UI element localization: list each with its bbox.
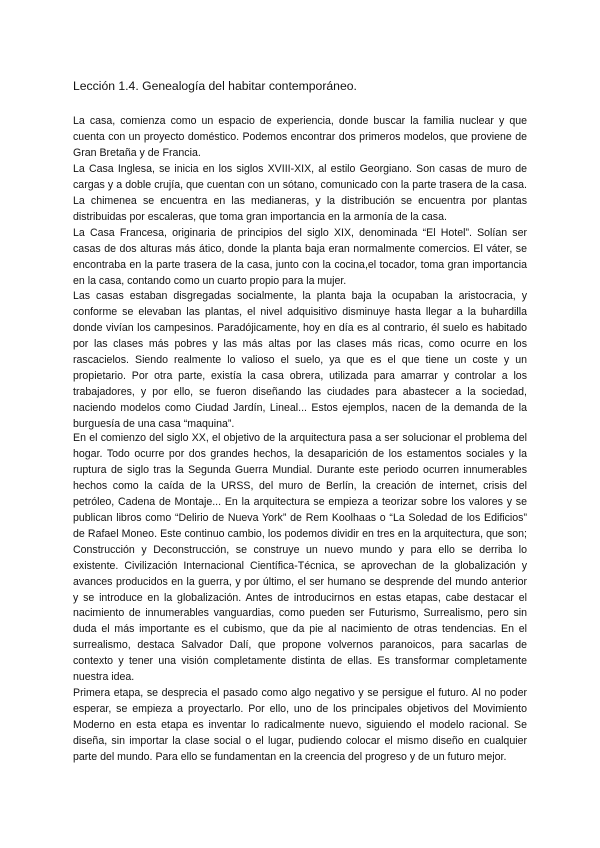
paragraph-first-stage: Primera etapa, se desprecia el pasado como algo negativo y se persigue el futuro. Al no poder esperar, se empieza a proyectarlo. Por ello, uno de los principales objetivos del Movimiento Moderno en esta etapa es inventar lo radicalmente nuevo, siguiendo el modelo racional. Se diseña, sin importar la clase social o el lugar, pudiendo colocar el mismo diseño en cualquier parte del mundo. Para ello se fundamentan en la creencia del progreso y de un futuro mejor.	[73, 687, 527, 764]
paragraph-english-house: La Casa Inglesa, se inicia en los siglos XVIII-XIX, al estilo Georgiano. Son casas de muro de cargas y a doble crujía, que cuentan con un sótano, comunicado con la parte trasera de la casa. La chimenea se encuentra en las medianeras, y la distribución se encuentra por plantas distribuidas por escaleras, que toma gran importancia en la armonía de la casa.	[73, 162, 527, 223]
section-house-models	[73, 114, 527, 433]
paragraph-social-segregation: Las casas estaban disgregadas socialmente, la planta baja la ocupaban la aristocracia, y conforme se elevaban las plantas, el nivel adquisitivo disminuye hasta llegar a la buhardilla donde vivían los campesinos. Paradójicamente, hoy en día es al contrario, él suelo es habitado por las clases más pobres y las más altas por las clases más ricas, como ocurre en los rascacielos. Siendo realmente lo valioso el suelo, ya que es el que tiene un coste y un propietario. Por otra parte, existía la casa obrera, utilizada para amarrar y controlar a los trabajadores, y por ello, se fueron diseñando las ciudades para abastecer a la sociedad, naciendo modelos como Ciudad Jardín, Lineal... Estos ejemplos, nacen de la demanda de la burguesía de una casa “maquina”.	[73, 290, 527, 431]
lesson-title: Lección 1.4. Genealogía del habitar contemporáneo.	[73, 79, 357, 93]
section-twentieth-century	[73, 431, 527, 766]
paragraph-intro: La casa, comienza como un espacio de experiencia, donde buscar la familia nuclear y que cuenta con un proyecto doméstico. Podemos encontrar dos primeros modelos, que proviene de Gran Bretaña y de Francia.	[73, 115, 527, 159]
paragraph-french-house: La Casa Francesa, originaria de principios del siglo XIX, denominada “El Hotel”. Solían ser casas de dos alturas más ático, donde la planta baja eran normalmente comercios. El váter, se encontraba en la parte trasera de la casa, junto con la cocina,el tocador, toma gran importancia en la casa, contando como un cuarto propio para la mujer.	[73, 226, 527, 287]
paragraph-twentieth-century: En el comienzo del siglo XX, el objetivo de la arquitectura pasa a ser solucionar el problema del hogar. Todo ocurre por dos grandes hechos, la desaparición de los estamentos sociales y la ruptura de siglo tras la Segunda Guerra Mundial. Durante este periodo ocurren innumerables hechos como la caída de la URSS, del muro de Berlín, la creación de internet, crisis del petróleo, Cadena de Montaje... En la arquitectura se empieza a teorizar sobre los valores y se publican libros como “Delirio de Nueva York” de Rem Koolhaas o “La Soledad de los Edificios” de Rafael Moneo. Este continuo cambio, los podemos dividir en tres en la arquitectura, que son; Construcción y Deconstrucción, se construye un nuevo mundo y para ello se derriba lo existente. Civilización Internacional Científica-Técnica, se aprovechan de la globalización y avances producidos en la guerra, y por último, el ser humano se desprende del mundo anterior y se introduce en la globalización. Antes de introducirnos en estas etapas, cabe destacar el nacimiento de innumerables vanguardias, como pueden ser Futurismo, Surrealismo, pero sin duda el más importante es el cubismo, que da pie al nacimiento de otras tendencias. En el surrealismo, destaca Salvador Dalí, que propone volvernos paranoicos, para sacarlas de contexto y tener una visión completamente distinta de ellas. Es transformar completamente nuestra idea.	[73, 432, 527, 684]
